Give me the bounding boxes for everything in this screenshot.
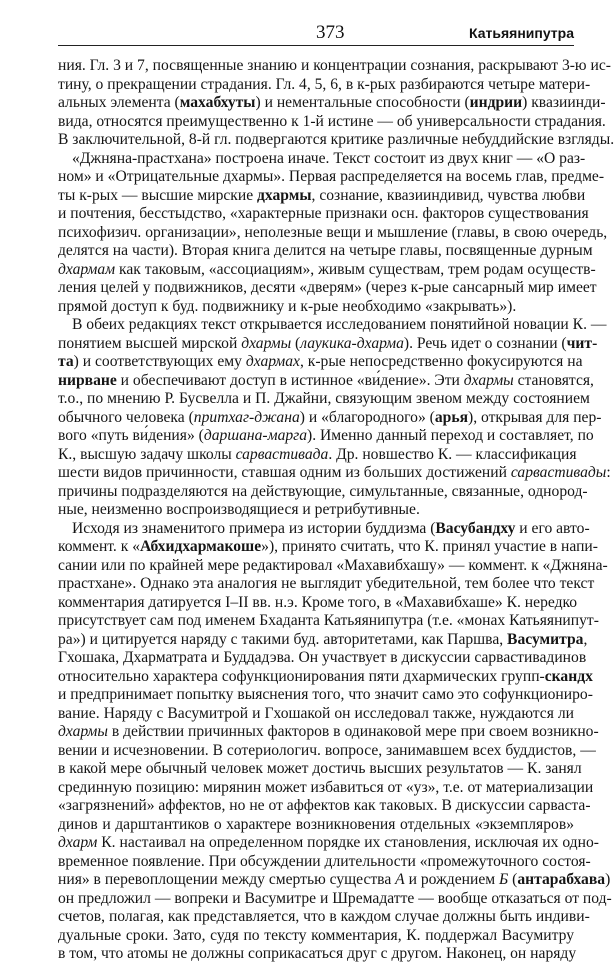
text-line <box>58 205 589 224</box>
text-line <box>58 927 574 946</box>
text-line <box>58 186 586 206</box>
text-line <box>58 464 611 483</box>
text-run: , <box>583 630 588 648</box>
text-line <box>58 482 588 502</box>
text-run: ). Речь идет о сознании ( <box>403 334 567 352</box>
text-run: становятся, <box>513 371 594 389</box>
text-run: он предложил — вопреки и Васумитре и Шремадатте — вообще отказаться от под- <box>58 889 612 907</box>
text-line <box>58 538 598 557</box>
text-run: Гхошака, Дхарматрата и Буддадэва. Он участвует в дискуссии сарвастивадинов <box>58 649 587 666</box>
text-run: шести видов причинности, ставшая одним из больших достижений <box>58 464 511 481</box>
text-line <box>58 334 598 354</box>
bold-term: Абхидхармакоше <box>140 538 262 555</box>
text-line <box>58 316 607 335</box>
text-line <box>58 852 591 872</box>
text-run: ) и нементальные способности ( <box>255 94 470 111</box>
text-line <box>58 408 602 428</box>
text-line <box>58 723 599 742</box>
text-line <box>58 260 596 280</box>
text-run: делятся на части). Вторая книга делится на четыре главы, посвященные дурным <box>58 242 593 259</box>
text-line <box>58 630 588 650</box>
text-run: «Джняна-прастхана» построена иначе. Текст состоит из двух книг — «О раз- <box>72 149 586 167</box>
text-run: комментария датируется I–II вв. н.э. Кроме того, в «Махавибхаше» К. нередко <box>58 593 578 611</box>
text-run: вание. Наряду с Васумитрой и Гхошакой он исследовал также, нуждаются ли <box>58 704 574 722</box>
text-run: временное появление. При обсуждении длительности «промежуточного состоя- <box>58 852 591 870</box>
text-run: коммент. к « <box>58 538 140 555</box>
text-line <box>58 519 590 539</box>
bold-term: скандх <box>544 667 593 685</box>
page-header <box>58 18 574 48</box>
text-run: ра») и цитируется наряду с такими буд. авторитетами, как Паршва, <box>58 630 508 648</box>
text-line <box>58 75 591 95</box>
text-run: сании или по крайней мере редактировал «Махавибхашу» — коммент. к «Джняна- <box>58 556 608 574</box>
text-line <box>58 705 574 724</box>
text-run: ) и соответствующих ему <box>73 353 246 370</box>
text-run: »), принято считать, что К. принял участие в напи- <box>261 538 598 555</box>
text-line <box>58 223 608 243</box>
italic-term: Б <box>499 871 509 888</box>
text-run: . Др. новшество К. — классификация <box>328 445 577 463</box>
bold-term: Васубандху <box>435 519 516 537</box>
text-run: К. настаивал на определенном порядке их становления, исключая их одно- <box>97 834 599 851</box>
text-run: ) <box>605 871 611 888</box>
text-run: и рождением <box>404 871 500 888</box>
bold-term: чит- <box>566 334 598 352</box>
bold-term: та <box>58 353 74 370</box>
text-run: причины подразделяются на действующие, симультанные, связанные, однород- <box>58 482 588 500</box>
text-run: как таковым, «ассоциациям», живым существам, трем родам осуществ- <box>115 260 596 278</box>
text-line <box>58 57 611 76</box>
text-run: и его авто- <box>515 519 590 537</box>
italic-term: даршана-марга <box>203 427 308 444</box>
text-run: в какой мере обычный человек может достичь высших результатов — К. занял <box>58 760 582 777</box>
text-run: тину, о прекращении страдания. Гл. 4, 5, 6, в к-рых разбираются четыре матери- <box>58 75 591 93</box>
text-line <box>58 427 594 446</box>
text-line <box>58 371 594 391</box>
text-line <box>58 871 611 890</box>
italic-term: А <box>395 871 405 888</box>
text-line <box>58 686 593 705</box>
text-line <box>58 593 578 613</box>
italic-term: дхармы <box>463 371 514 389</box>
bold-term: арья <box>434 408 469 426</box>
text-run: и обеспечивают доступ в истинное «ви́дение». Эти <box>116 371 464 389</box>
italic-term: дхарм <box>58 834 98 851</box>
text-line <box>58 149 586 169</box>
text-run: ). Именно данный переход и составляет, по <box>307 427 594 444</box>
text-run: ) квазиинди- <box>522 94 606 111</box>
text-run: прастхане». Однако эта аналогия не выглядит убедительной, тем более что текст <box>58 575 595 592</box>
italic-term: притхаг-джана <box>193 408 300 426</box>
running-head: Катьяянипутра <box>469 25 574 41</box>
text-line <box>58 649 587 668</box>
text-run: счетов, полагая, как представляется, что в каждом случае должны быть индиви- <box>58 908 590 925</box>
bold-term: дхармы <box>257 186 312 204</box>
article-body <box>58 57 614 964</box>
text-run: дуальные сроки. Зато, судя по тексту комментария, К. поддержал Васумитру <box>58 926 574 944</box>
italic-term: лаукика-дхарма <box>300 334 404 352</box>
text-run: относительно характера софункционирования пяти дхармических групп- <box>58 667 545 685</box>
text-line <box>58 612 599 631</box>
text-line <box>58 298 574 317</box>
italic-term: дхармам <box>58 260 116 278</box>
text-line <box>58 778 594 798</box>
text-line <box>58 131 614 150</box>
text-run: «загрязнений» аффектов, но не от аффектов как таковых. В дискуссии сарваста- <box>58 797 591 814</box>
bold-term: нирване <box>58 371 117 389</box>
text-run: ) и «благородного» ( <box>299 408 435 426</box>
text-line <box>58 797 591 816</box>
text-run: ты к-рых — высшие мирские <box>58 186 258 204</box>
text-line <box>58 94 606 113</box>
paragraph <box>58 57 614 150</box>
text-line <box>58 445 577 465</box>
italic-term: сарвастивада <box>235 445 329 463</box>
text-line <box>58 556 608 576</box>
text-run: психофизич. организации», неполезные вещи и мышление (главы, в свою очередь, <box>58 223 608 241</box>
text-run: вении и исчезновении. В сотериологич. вопросе, занимавшем всех буддистов, — <box>58 741 596 759</box>
text-run: : <box>606 464 611 481</box>
text-run: ные, неизменно воспроизводящиеся и ретрибутивные. <box>58 501 420 518</box>
text-run: В обеих редакциях текст открывается исследованием понятийной новации К. — <box>72 316 607 333</box>
text-run: присутствует сам под именем Бхаданта Катьяянипутра (т.е. «монах Катьяянипут- <box>58 612 599 629</box>
text-line <box>58 168 605 187</box>
text-line <box>58 908 590 927</box>
text-run: ), открывая для пер- <box>468 408 602 426</box>
bold-term: махабхуты <box>179 94 256 111</box>
italic-term: дхармы <box>58 723 108 740</box>
text-line <box>58 760 582 779</box>
text-line <box>58 741 596 761</box>
text-line <box>58 501 574 520</box>
text-line <box>58 834 599 853</box>
text-run: ления целей у подвижников, десяти «дверям» (через к-рые сансарный мир имеет <box>58 279 597 296</box>
bold-term: Васумитра <box>507 630 584 648</box>
text-run: К., высшую задачу школы <box>58 445 236 463</box>
italic-term: сарвастивады <box>510 464 607 481</box>
text-run: т.о., по мнению Р. Бусвелла и П. Джайни, связующим звеном между состоянием <box>58 390 590 407</box>
text-run: , к-рые непосредственно фокусируются на <box>299 353 583 370</box>
bold-term: индрии <box>469 94 523 111</box>
text-run: срединную позицию: мирянин может избавиться от «уз», т.е. от материализации <box>58 778 594 796</box>
text-run: альных элемента ( <box>58 94 180 111</box>
text-line <box>58 816 574 835</box>
text-run: динов и дарштантиков о характере возникновения отдельных «экземпляров» <box>58 815 574 833</box>
text-run: и предпринимает попытку выяснения того, что значит само это софункциониро- <box>58 686 593 703</box>
text-line <box>58 889 612 909</box>
text-run: ния. Гл. 3 и 7, посвященные знанию и концентрации сознания, раскрывают 3-ю ис- <box>58 57 611 74</box>
text-line <box>58 242 593 261</box>
paragraph <box>58 149 608 317</box>
text-run: В заключительной, 8-й гл. подвергаются критике различные небуддийские взгляды. <box>58 131 614 148</box>
text-run: обычного человека ( <box>58 408 194 426</box>
text-line <box>58 112 606 132</box>
text-run: в том, что атомы не должны соприкасаться друг с другом. Наконец, он наряду <box>58 945 577 962</box>
header-rule <box>58 45 574 46</box>
italic-term: дхармы <box>241 334 292 352</box>
paragraph <box>58 316 611 520</box>
text-run: ( <box>291 334 301 352</box>
text-run: понятием высшей мирской <box>58 334 242 352</box>
text-run: в действии причинных факторов в одинаковой мере при своем возникно- <box>107 723 599 740</box>
text-run: ном» и «Отрицательные дхармы». Первая распределяется на восемь глав, предме- <box>58 168 605 185</box>
text-line <box>58 575 595 594</box>
text-run: , сознание, квазииндивид, чувства любви <box>311 186 586 204</box>
text-run: прямой доступ к буд. подвижнику и к-рые необходимо «закрывать»). <box>58 297 517 315</box>
text-line <box>58 667 593 687</box>
page-number: 373 <box>316 22 345 43</box>
text-run: ния» в перевоплощении между смертью существа <box>58 871 396 888</box>
text-run: и почтения, бесстыдство, «характерные признаки осн. факторов существования <box>58 205 589 222</box>
text-run: Исходя из знаменитого примера из истории буддизма ( <box>72 519 436 537</box>
text-run: ( <box>508 871 518 888</box>
text-line <box>58 279 597 298</box>
text-line <box>58 945 577 964</box>
text-line <box>58 390 590 409</box>
italic-term: дхармах <box>245 353 300 370</box>
text-run: вого «путь ви́дения» ( <box>58 427 204 444</box>
bold-term: антарабхава <box>517 871 606 888</box>
text-run: вида, относятся преимущественно к 1-й истине — об универсальности страдания. <box>58 112 606 130</box>
paragraph <box>58 519 612 964</box>
text-line <box>58 353 583 372</box>
